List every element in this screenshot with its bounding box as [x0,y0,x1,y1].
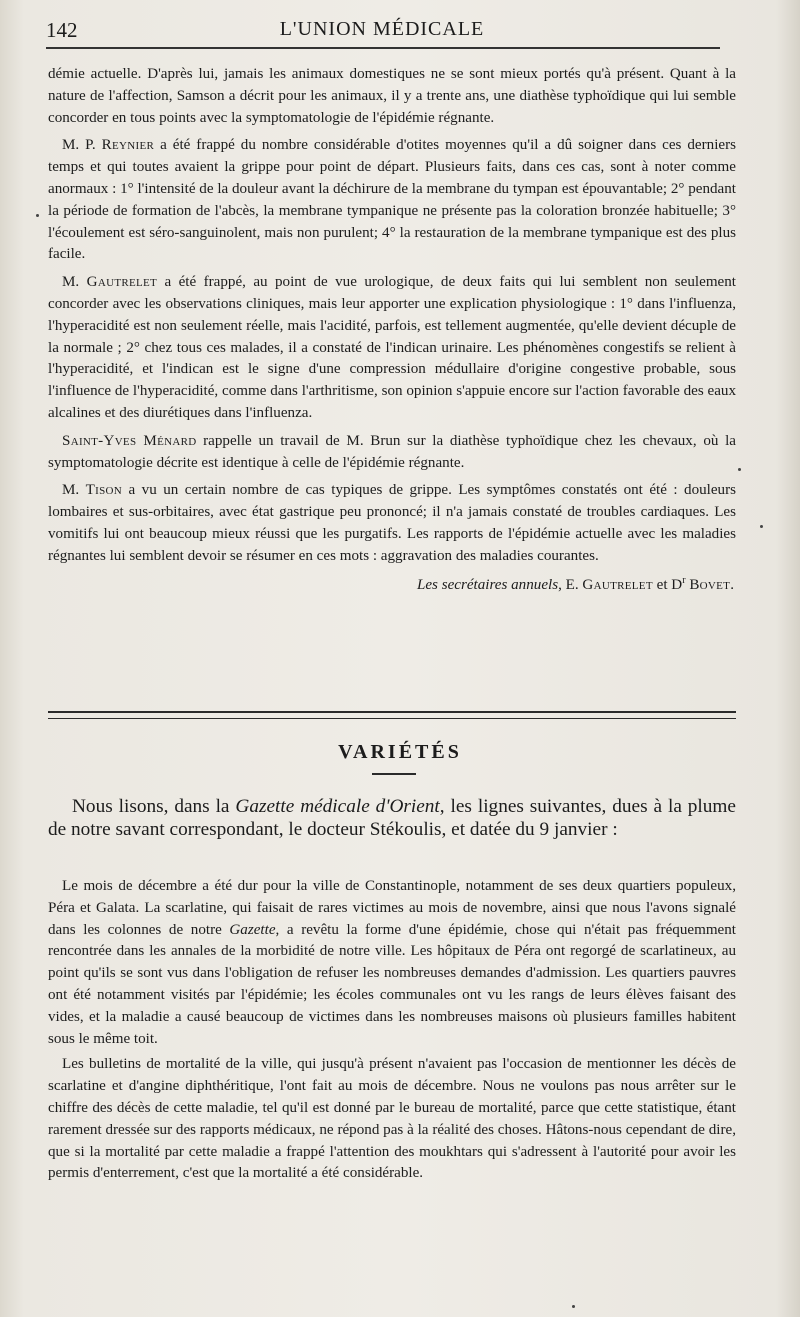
signature-name: Gautrelet [582,576,653,593]
speaker-title: M. [62,482,86,499]
header-rule [46,47,720,49]
signature-separator: et D [652,576,683,593]
paragraph-text: a été frappé du nombre considérable d'otites moyennes qu'il a dû soigner dans ces derniers temps et qui toutes avaient la grippe pour point de départ. Plusieurs faits, dans ces cas, sont à noter comme anormaux : 1° l'intensité de la douleur avant la déchirure de la membrane du tympan est épouvantable; 2° pendant la période de formation de l'abcès, la membrane tympanique ne présente pas la coloration bronzée habituelle; 3° l'écoulement est séro-sanguinolent, mais non purulent; 4° la restauration de la membrane tympanique est des plus facile. [48,137,736,263]
paragraph-gautrelet [48,272,736,425]
quotation-paragraph [48,1054,736,1185]
paragraph-text: , a revêtu la forme d'une épidémie, chose qui n'était pas fréquemment rencontrée dans les annales de la morbidité de notre ville. Les hôpitaux de Péra ont regorgé de scarlatineux, au point qu'ils se sont vus dans l'obligation de refuser les nombreuses demandes d'admission. Les quartiers pauvres ont été notamment visités par l'épidémie; les écoles communales ont vu les rangs de leurs élèves faisant des vides, et la maladie a causé beaucoup de victimes dans les nombreuses maisons où plusieurs familles habitent sous le même toit. [48,921,736,1047]
section-divider [48,711,736,719]
paragraph-text: a vu un certain nombre de cas typiques de grippe. Les symptômes constatés ont été : douleurs lombaires et sus-orbitaires, avec état gastrique peu prononcé; il n'a jamais constaté de troubles cardiaques. Les vomitifs lui ont beaucoup mieux réussi que les purgatifs. Les rapports de l'épidémie actuelle avec les maladies régnantes lui semblent devoir se résumer en ces mots : aggravation des maladies courantes. [48,482,736,564]
speaker-name: Reynier [101,137,155,154]
journal-title: Gazette médicale d'Orient [235,796,440,817]
lead-text: , les lignes suivantes, dues à la plume de notre savant correspondant, le docteur Stékoulis, et datée du 9 janvier : [48,796,736,840]
signature-name: Bovet [689,576,731,593]
speaker-title: M. P. [62,137,102,154]
paragraph-saint-yves-menard [48,431,736,475]
paragraph-text: Les bulletins de mortalité de la ville, qui jusqu'à présent n'avaient pas l'occasion de mentionner les décès de scarlatine et d'angine diphthéritique, l'ont fait au mois de décembre. Nous ne voulons pas nous arrêter sur le chiffre des décès de cette maladie, tel qu'il est donné par le bureau de mortalité, parce que cette statistique, étant rarement dressée sur des rapports médicaux, ne répond pas à la réalité des choses. Hâtons-nous cependant de dire, que si la mortalité par cette maladie a frappé l'attention des moukhtars qui s'adressent à l'autorité pour avoir les permis d'enterrement, c'est que la mortalité a été considérable. [48,1056,736,1182]
speaker-name: Saint-Yves Ménard [62,432,197,449]
print-speck [36,214,39,217]
title-rule [372,773,416,775]
signature-line [48,570,736,596]
speaker-name: Gautrelet [86,274,158,291]
paragraph-tison [48,480,736,567]
running-title: L'UNION MÉDICALE [279,18,485,40]
section-title: VARIÉTÉS [338,741,462,763]
print-speck [760,525,763,528]
speaker-title: M. [62,274,87,291]
quotation-section [48,876,736,1185]
minutes-section [48,64,736,596]
print-speck [738,468,741,471]
paragraph-text: a été frappé, au point de vue urologique, de deux faits qui lui semblent non seulement concorder avec les observations cliniques, mais leur apporter une explication physiologique : 1° dans l'influenza, l'hyperacidité est non seulement réelle, mais l'acidité, parfois, est tellement augmentée, qu'elle devient décuple de la normale ; 2° chez tous ces malades, il a constaté de l'indican urinaire. Les phénomènes congestifs se relient à l'hyperacidité, et l'indican est le signe d'une compression médullaire d'origine congestive probable, sous l'influence de l'hyperacidité, comme dans l'arthritisme, son opinion s'appuie encore sur l'action favorable des eaux alcalines et des diurétiques dans l'influenza. [48,274,737,421]
page-number: 142 [46,18,78,42]
signature-end: . [730,576,734,593]
paragraph-text: Le mois de décembre a été dur pour la ville de Constantinople, notamment de ses deux quartiers populeux, Péra et Galata. La scarlatine, qui faisait de rares victimes au mois de novembre, ainsi que nous l'avons signalé dans les colonnes de notre [48,878,736,938]
speaker-name: Tison [85,482,123,499]
page-header [34,16,730,46]
paragraph-text: rappelle un travail de M. Brun sur la diathèse typhoïdique chez les chevaux, où la symptomatologie décrite est identique à celle de l'épidémie régnante. [48,432,736,471]
paragraph-continuation [48,64,736,129]
section-lead [48,796,736,841]
signature-role: Les secrétaires annuels [416,576,559,593]
journal-title: Gazette [229,921,276,938]
paragraph-text: démie actuelle. D'après lui, jamais les animaux domestiques ne se sont mieux portés qu'à présent. Quant à la nature de l'affection, Samson a décrit pour les animaux, il y a trente ans, une diathèse typhoïdique qui lui semble concorder en tous points avec la symptomatologie de l'épidémie régnante. [48,66,736,126]
quotation-paragraph [48,876,736,1050]
paragraph-reynier [48,135,736,266]
signature-separator: , E. [558,576,583,593]
lead-text: Nous lisons, dans la [72,796,236,817]
signature-superscript: r [682,574,686,586]
print-speck [572,1305,575,1308]
